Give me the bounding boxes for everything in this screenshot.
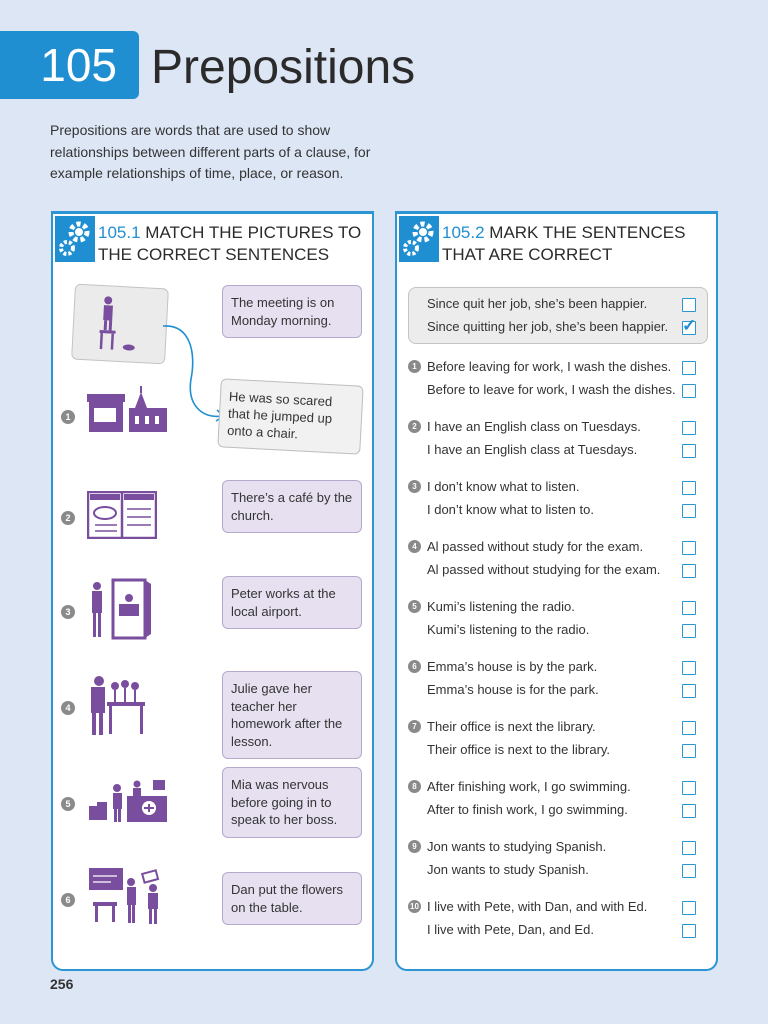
tick-icon: ✓ bbox=[682, 316, 697, 335]
sentence-card[interactable]: Mia was nervous before going in to speak to her boss. bbox=[222, 767, 362, 838]
sentence-option-b: Their office is next to the library. bbox=[427, 742, 611, 757]
checkbox[interactable] bbox=[682, 804, 696, 818]
checkbox[interactable] bbox=[682, 744, 696, 758]
sentence-option-a: Kumi’s listening the radio. bbox=[427, 599, 575, 614]
exercise-number: 105.1 bbox=[98, 223, 141, 242]
cafe-and-church-icon bbox=[87, 386, 169, 434]
example-picture bbox=[71, 284, 169, 365]
checkbox[interactable] bbox=[682, 901, 696, 915]
checkbox[interactable] bbox=[682, 601, 696, 615]
unit-number: 105 bbox=[0, 31, 139, 99]
exercise-title: MATCH THE PICTURES TO THE CORRECT SENTENCES bbox=[98, 223, 362, 264]
checkbox[interactable] bbox=[682, 298, 696, 312]
checkbox[interactable] bbox=[682, 481, 696, 495]
item-number: 4 bbox=[61, 701, 75, 715]
exercise-heading bbox=[442, 222, 712, 266]
item-number: 5 bbox=[408, 600, 421, 613]
intro-text: Prepositions are words that are used to show relationships between different parts of a clause, for example relationships of time, place, or reason. bbox=[50, 122, 371, 181]
item-number: 10 bbox=[408, 900, 421, 913]
checkbox[interactable] bbox=[682, 661, 696, 675]
exercise-number: 105.2 bbox=[442, 223, 485, 242]
item-number: 4 bbox=[408, 540, 421, 553]
sentence-option-b: Jon wants to study Spanish. bbox=[427, 862, 589, 877]
item-number: 2 bbox=[408, 420, 421, 433]
sentence-option-b: I have an English class at Tuesdays. bbox=[427, 442, 638, 457]
example-sentence-a: Since quit her job, she’s been happier. bbox=[427, 296, 648, 311]
sentence-option-a: Before leaving for work, I wash the dishes. bbox=[427, 359, 672, 374]
checkbox[interactable] bbox=[682, 564, 696, 578]
example-sentence-b: Since quitting her job, she’s been happier. bbox=[427, 319, 669, 334]
sentence-option-a: I live with Pete, with Dan, and with Ed. bbox=[427, 899, 648, 914]
gear-icon bbox=[55, 216, 95, 262]
exercise-heading bbox=[98, 222, 368, 266]
checkbox[interactable] bbox=[682, 541, 696, 555]
sentence-option-a: I have an English class on Tuesdays. bbox=[427, 419, 641, 434]
sentence-card[interactable]: There’s a café by the church. bbox=[222, 480, 362, 533]
sentence-card[interactable]: Julie gave her teacher her homework after the lesson. bbox=[222, 671, 362, 759]
man-on-chair-icon bbox=[72, 285, 168, 364]
sentence-option-b: Kumi’s listening to the radio. bbox=[427, 622, 590, 637]
sentence-option-b: Emma’s house is for the park. bbox=[427, 682, 599, 697]
exercise-105-2-panel bbox=[395, 211, 718, 971]
item-number: 6 bbox=[408, 660, 421, 673]
diary-icon bbox=[87, 491, 157, 539]
sentence-card[interactable]: The meeting is on Monday morning. bbox=[222, 285, 362, 338]
checkbox[interactable] bbox=[682, 444, 696, 458]
flowers-on-table-icon bbox=[87, 672, 147, 738]
page-number: 256 bbox=[50, 976, 74, 992]
exercise-105-1-panel bbox=[51, 211, 374, 971]
item-number: 3 bbox=[408, 480, 421, 493]
sentence-option-a: Al passed without study for the exam. bbox=[427, 539, 644, 554]
checkbox[interactable] bbox=[682, 384, 696, 398]
gear-icon bbox=[399, 216, 439, 262]
checkbox[interactable] bbox=[682, 721, 696, 735]
checkbox[interactable] bbox=[682, 864, 696, 878]
item-number: 1 bbox=[61, 410, 75, 424]
item-number: 7 bbox=[408, 720, 421, 733]
checkbox[interactable] bbox=[682, 421, 696, 435]
sentence-option-b: Before to leave for work, I wash the dishes. bbox=[427, 382, 676, 397]
classroom-icon bbox=[87, 866, 167, 926]
sentence-option-b: I live with Pete, Dan, and Ed. bbox=[427, 922, 594, 937]
item-number: 5 bbox=[61, 797, 75, 811]
example-sentence: He was so scared that he jumped up onto a chair. bbox=[217, 378, 363, 454]
page-title: Prepositions bbox=[151, 41, 416, 94]
sentence-option-a: Jon wants to studying Spanish. bbox=[427, 839, 607, 854]
item-number: 8 bbox=[408, 780, 421, 793]
checkbox[interactable] bbox=[682, 781, 696, 795]
sentence-card[interactable]: Dan put the flowers on the table. bbox=[222, 872, 362, 925]
checkbox[interactable] bbox=[682, 504, 696, 518]
sentence-card[interactable]: Peter works at the local airport. bbox=[222, 576, 362, 629]
exercise-title: MARK THE SENTENCES THAT ARE CORRECT bbox=[442, 223, 686, 264]
item-number: 2 bbox=[61, 511, 75, 525]
item-number: 9 bbox=[408, 840, 421, 853]
airport-desk-icon bbox=[87, 776, 169, 824]
sentence-option-a: After finishing work, I go swimming. bbox=[427, 779, 631, 794]
sentence-option-a: I don’t know what to listen. bbox=[427, 479, 580, 494]
checkbox[interactable] bbox=[682, 841, 696, 855]
checkbox[interactable] bbox=[682, 924, 696, 938]
item-number: 6 bbox=[61, 893, 75, 907]
sentence-option-b: I don’t know what to listen to. bbox=[427, 502, 594, 517]
office-door-icon bbox=[87, 578, 151, 640]
sentence-option-b: Al passed without studying for the exam. bbox=[427, 562, 661, 577]
sentence-option-a: Their office is next the library. bbox=[427, 719, 596, 734]
checkbox[interactable] bbox=[682, 361, 696, 375]
sentence-option-b: After to finish work, I go swimming. bbox=[427, 802, 628, 817]
item-number: 3 bbox=[61, 605, 75, 619]
sentence-option-a: Emma’s house is by the park. bbox=[427, 659, 598, 674]
checkbox[interactable] bbox=[682, 624, 696, 638]
item-number: 1 bbox=[408, 360, 421, 373]
checkbox[interactable] bbox=[682, 684, 696, 698]
